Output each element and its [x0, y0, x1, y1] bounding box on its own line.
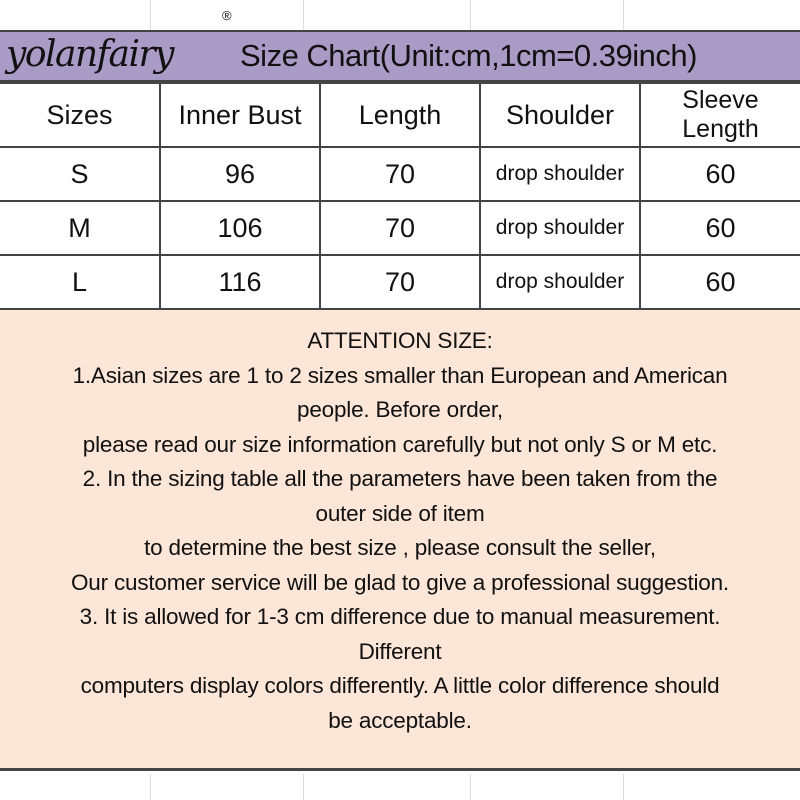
cell-length: 70 — [320, 147, 480, 201]
notice-line: people. Before order, — [297, 397, 503, 422]
brand-logo: yolanfairy — [6, 34, 174, 75]
cell-shoulder: drop shoulder — [480, 147, 640, 201]
table-row — [0, 147, 800, 201]
notice-line: 1.Asian sizes are 1 to 2 sizes smaller than European and American — [72, 362, 728, 388]
notice-line: Our customer service will be glad to give a professional suggestion. — [71, 569, 729, 595]
cell-size: S — [0, 147, 160, 201]
grid-line — [303, 0, 304, 30]
notice-heading: ATTENTION SIZE: — [307, 328, 493, 353]
notice-line: please read our size information carefully but not only S or M etc. — [82, 431, 718, 457]
size-chart-header — [0, 8, 800, 82]
cell-length: 70 — [320, 201, 480, 255]
table-row — [0, 255, 800, 309]
grid-line — [150, 0, 151, 30]
notice-line: 2. In the sizing table all the parameters have been taken from the — [82, 466, 718, 491]
grid-line — [303, 774, 304, 800]
cell-inner-bust: 106 — [160, 201, 320, 255]
grid-line — [623, 0, 624, 30]
size-table — [0, 82, 800, 310]
header-inner-bust: Inner Bust — [160, 83, 320, 147]
chart-title: Size Chart(Unit:cm,1cm=0.39inch) — [240, 38, 697, 73]
cell-shoulder: drop shoulder — [480, 255, 640, 309]
cell-length: 70 — [320, 255, 480, 309]
cell-size: M — [0, 201, 160, 255]
table-header-row — [0, 83, 800, 147]
grid-line — [623, 774, 624, 800]
notice-line: 3. It is allowed for 1-3 cm difference due to manual measurement. — [79, 604, 721, 629]
header-sizes: Sizes — [0, 83, 160, 147]
notice-line: computers display colors differently. A little color difference should — [80, 673, 720, 698]
attention-notice — [0, 310, 800, 771]
registered-mark: ® — [222, 8, 232, 23]
grid-line — [470, 774, 471, 800]
notice-line: to determine the best size , please consult the seller, — [144, 535, 656, 560]
table-row — [0, 201, 800, 255]
header-sleeve-length: Sleeve Length — [640, 83, 800, 147]
notice-line: Different — [358, 638, 442, 664]
cell-shoulder: drop shoulder — [480, 201, 640, 255]
cell-inner-bust: 96 — [160, 147, 320, 201]
cell-sleeve-length: 60 — [640, 201, 800, 255]
cell-sleeve-length: 60 — [640, 255, 800, 309]
cell-inner-bust: 116 — [160, 255, 320, 309]
notice-line: outer side of item — [315, 500, 485, 526]
grid-line — [470, 0, 471, 30]
grid-line — [150, 774, 151, 800]
header-shoulder: Shoulder — [480, 83, 640, 147]
notice-line: be acceptable. — [328, 707, 472, 733]
cell-sleeve-length: 60 — [640, 147, 800, 201]
cell-size: L — [0, 255, 160, 309]
header-length: Length — [320, 83, 480, 147]
